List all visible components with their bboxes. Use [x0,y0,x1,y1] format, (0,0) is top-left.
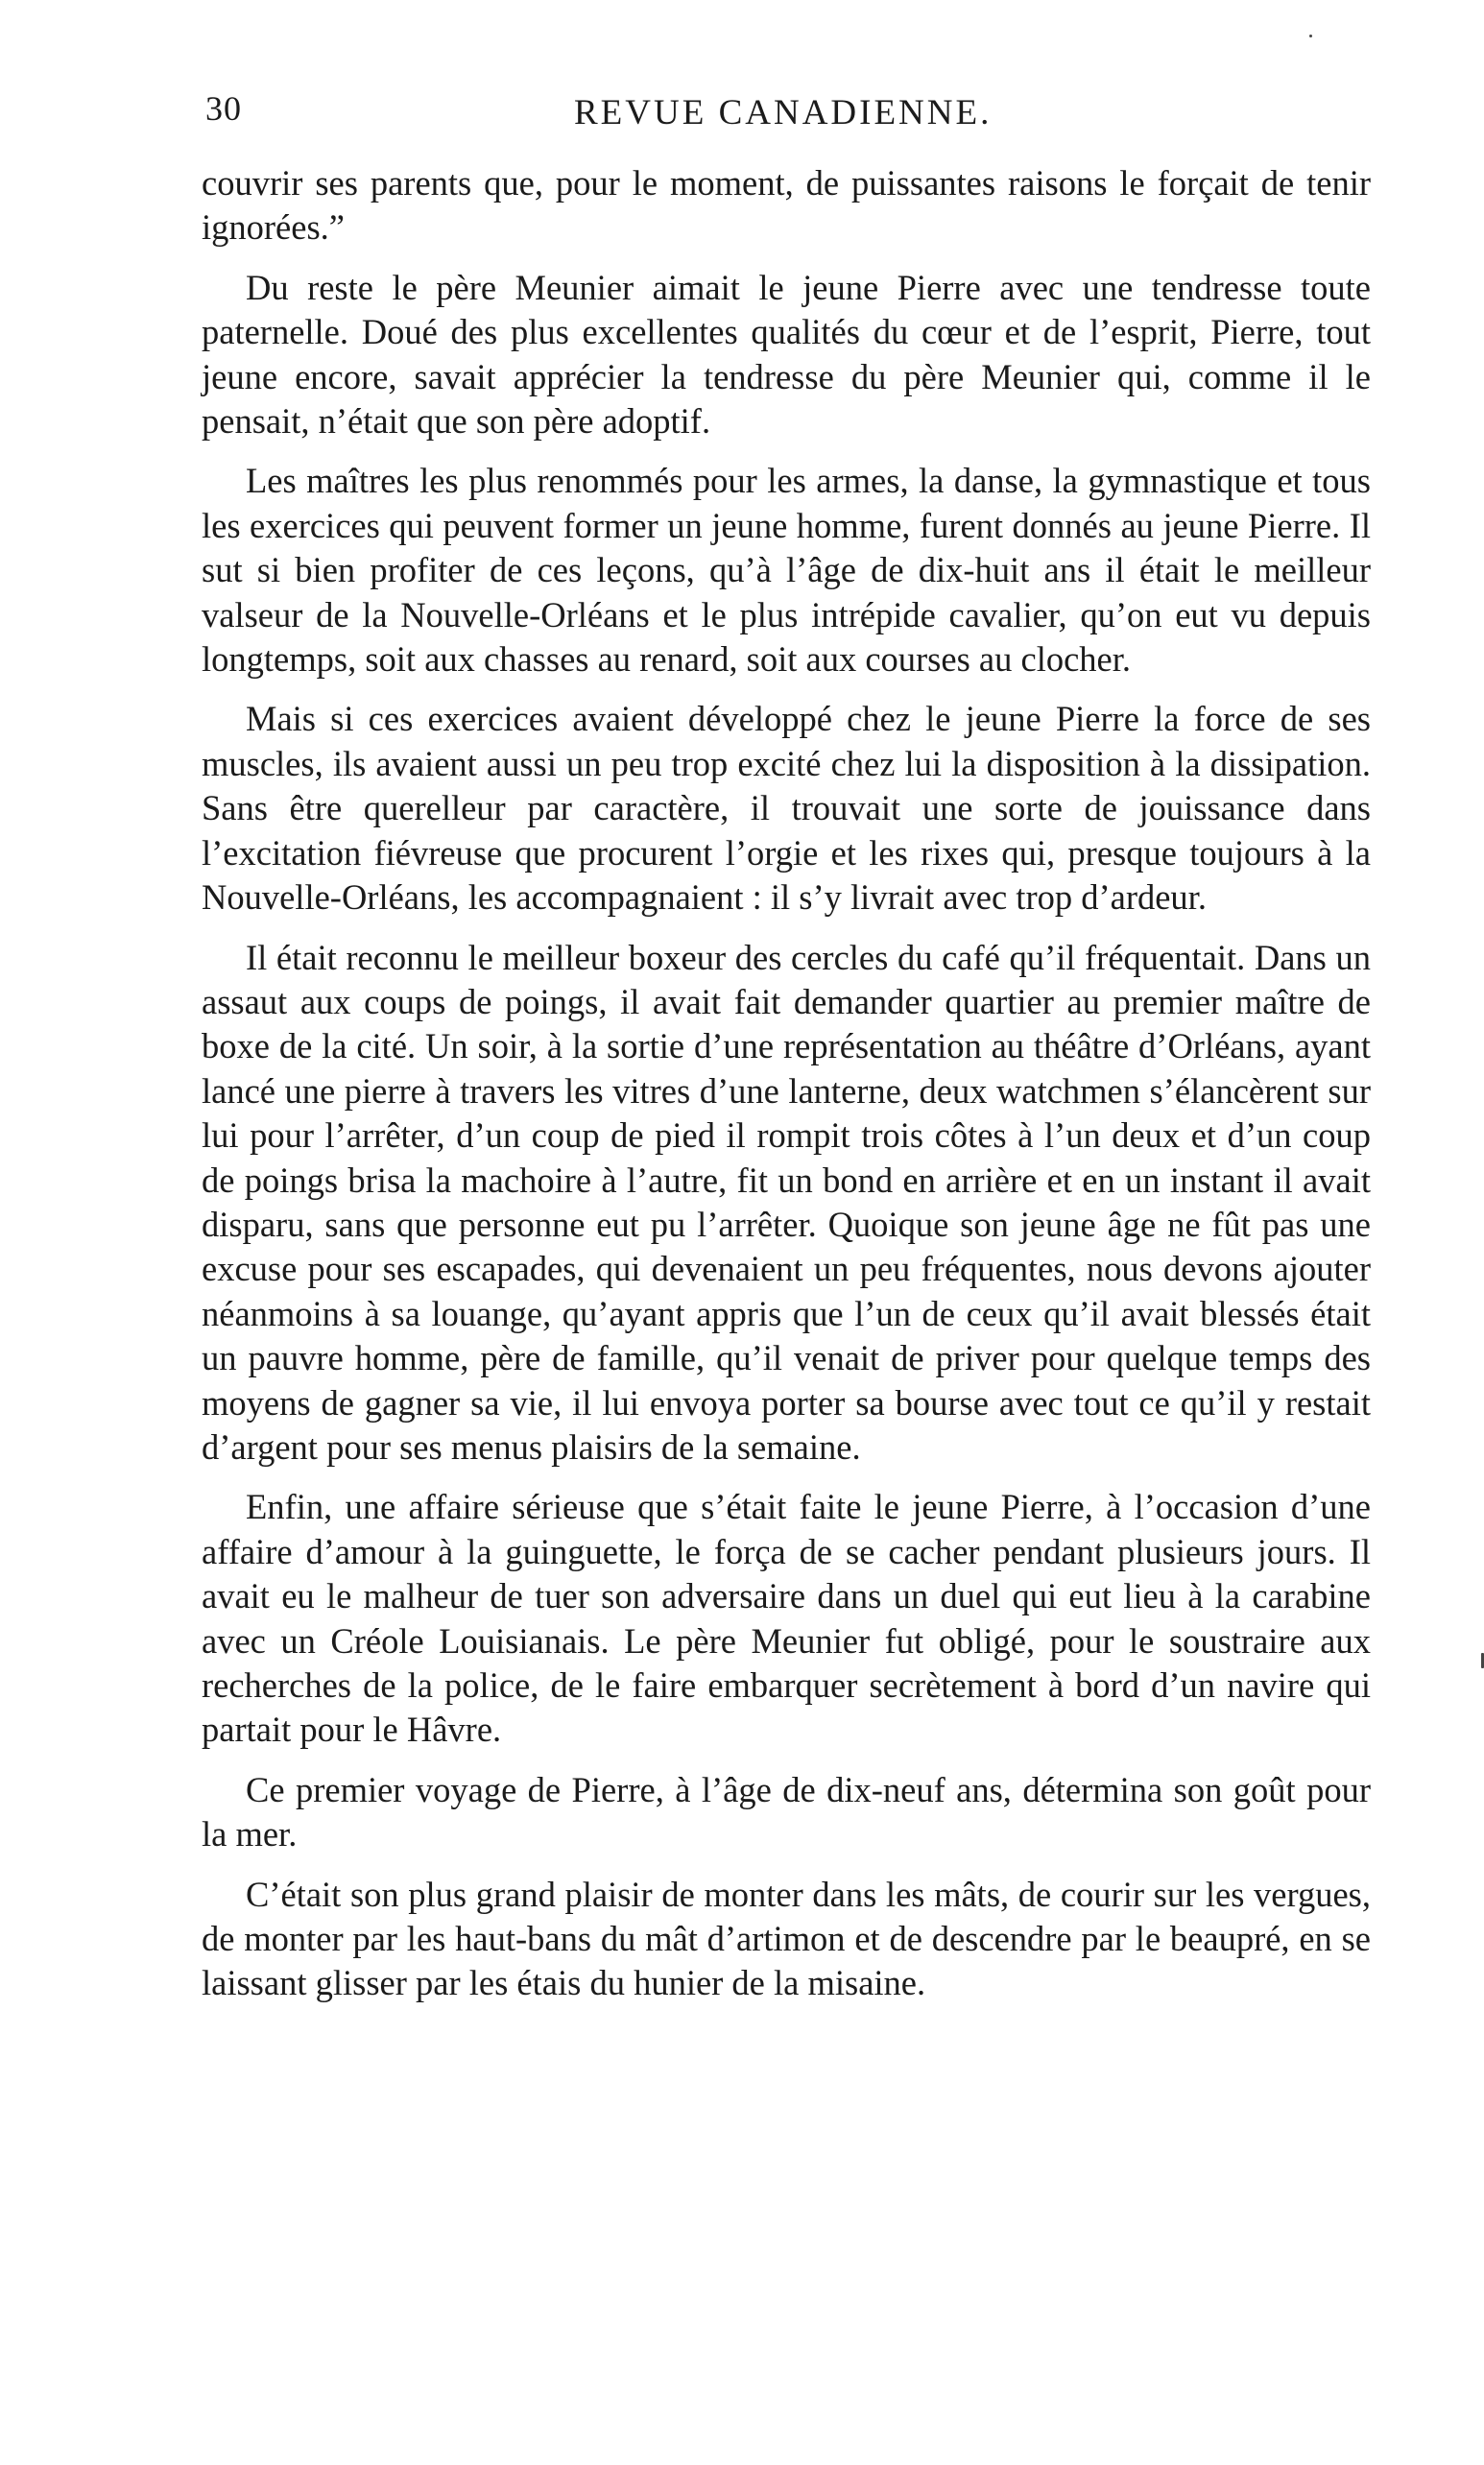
paragraph-continuation: couvrir ses parents que, pour le moment, de puissantes raisons le forçait de tenir ignorées.” [202,163,1371,248]
paragraph: Mais si ces exercices avaient développé chez le jeune Pierre la force de ses muscles, ils avaient aussi un peu trop excité chez lui la disposition à la dissipation. Sans être querelleur par caractère, il trouvait une sorte de jouissance dans l’excitation fiévreuse que procurent l’orgie et les rixes qui, presque toujours à la Nouvelle-Orléans, les accompagnaient : il s’y livrait avec trop d’ardeur. [202,699,1371,918]
page-header [205,88,1367,146]
page-number: 30 [205,89,242,128]
running-title: REVUE CANADIENNE. [574,93,993,132]
scan-speck [1309,35,1312,37]
paragraph: C’était son plus grand plaisir de monter dans les mâts, de courir sur les vergues, de monter par les haut-bans du mât d’artimon et de descendre par le beaupré, en se laissant glisser par les étais du hunier de la misaine. [202,1874,1371,2003]
paragraph: Du reste le père Meunier aimait le jeune Pierre avec une tendresse toute paternelle. Doué des plus excellentes qualités du cœur et de l’esprit, Pierre, tout jeune encore, savait apprécier la tendresse du père Meunier qui, comme il le pensait, n’était que son père adoptif. [202,267,1371,442]
paragraph: Il était reconnu le meilleur boxeur des cercles du café qu’il fréquentait. Dans un assaut aux coups de poings, il avait fait demander quartier au premier maître de boxe de la cité. Un soir, à la sortie d’une représentation au théâtre d’Orléans, ayant lancé une pierre à travers les vitres d’une lanterne, deux watchmen s’élancèrent sur lui pour l’arrêter, d’un coup de pied il rompit trois côtes à l’un deux et d’un coup de poings brisa la machoire à l’autre, fit un bond en arrière et en un instant il avait disparu, sans que personne eut pu l’arrêter. Quoique son jeune âge ne fût pas une excuse pour ses escapades, qui devenaient un peu fréquentes, nous devons ajouter néanmoins à sa louange, qu’ayant appris que l’un de ceux qu’il avait blessés était un pauvre homme, père de famille, qu’il venait de priver pour quelque temps des moyens de gagner sa vie, il lui envoya porter sa bourse avec tout ce qu’il y restait d’argent pour ses menus plaisirs de la semaine. [202,937,1371,1467]
paragraph: Les maîtres les plus renommés pour les armes, la danse, la gymnastique et tous les exercices qui peuvent former un jeune homme, furent donnés au jeune Pierre. Il sut si bien profiter de ces leçons, qu’à l’âge de dix-huit ans il était le meilleur valseur de la Nouvelle-Orléans et le plus intrépide cavalier, qu’on eut vu depuis longtemps, soit aux chasses au renard, soit aux courses au clocher. [202,461,1371,680]
paragraph: Ce premier voyage de Pierre, à l’âge de dix-neuf ans, détermina son goût pour la mer. [202,1769,1371,1855]
paragraph: Enfin, une affaire sérieuse que s’était faite le jeune Pierre, à l’occasion d’une affaire d’amour à la guinguette, le força de se cacher pendant plusieurs jours. Il avait eu le malheur de tuer son adversaire dans un duel qui eut lieu à la carabine avec un Créole Louisianais. Le père Meunier fut obligé, pour le soustraire aux recherches de la police, de le faire embarquer secrètement à bord d’un navire qui partait pour le Hâvre. [202,1487,1371,1750]
body-text [202,161,1371,2022]
